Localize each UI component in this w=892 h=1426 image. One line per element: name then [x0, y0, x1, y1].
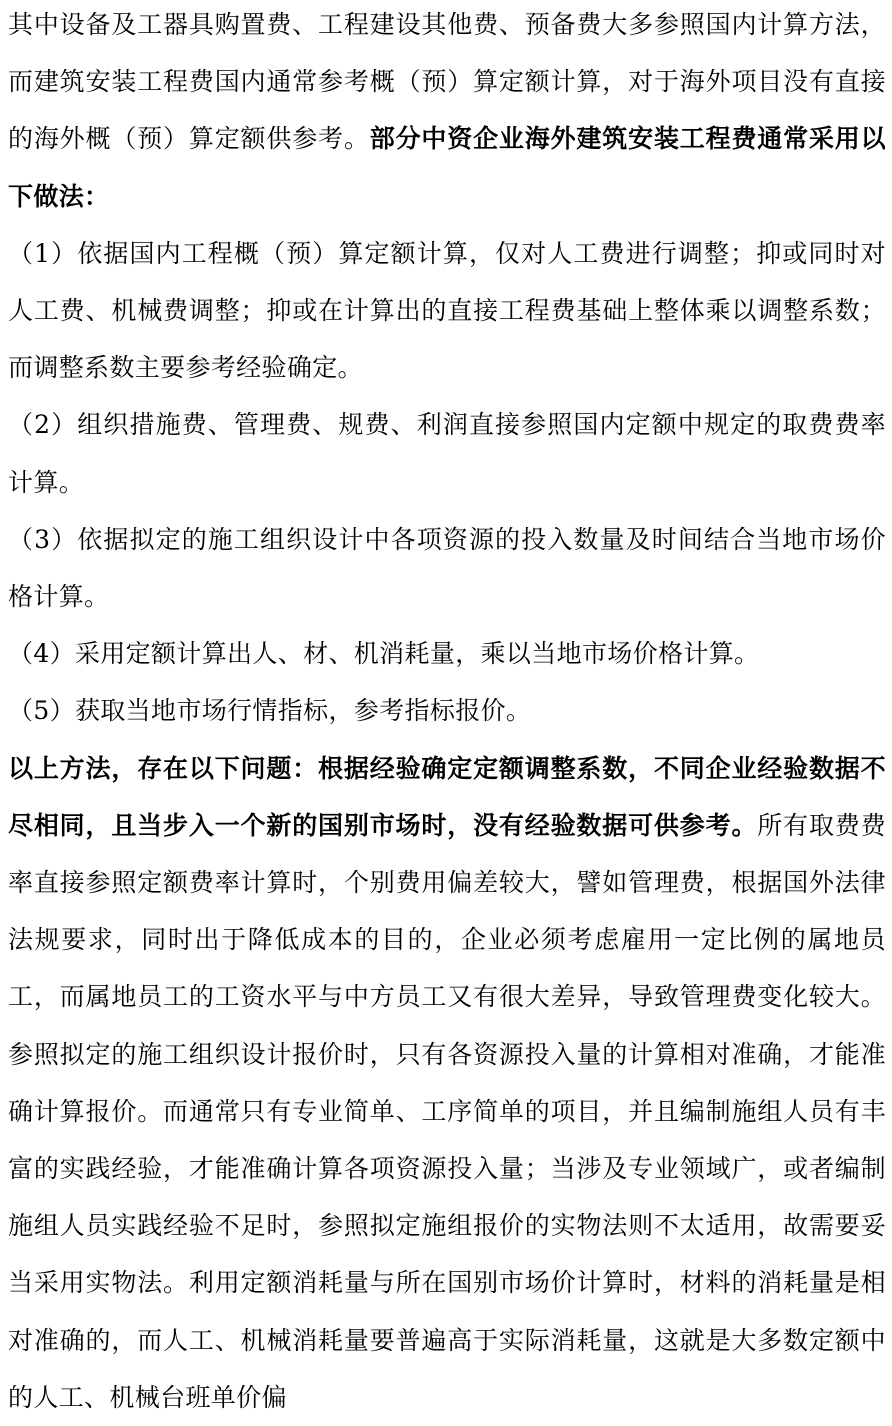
problems-text: 所有取费费率直接参照定额费率计算时，个别费用偏差较大，譬如管理费，根据国外法律法规要求，同时出于降低成本的目的，企业必须考虑雇用一定比例的属地员工，而属地员工的工资水平与中方员工又有很大差异，导致管理费变化较大。参照拟定的施工组织设计报价时，只有各资源投入量的计算相对准确，才能准确计算报价。而通常只有专业简单、工序简单的项目，并且编制施组人员有丰富的实践经验，才能准确计算各项资源投入量；当涉及专业领域广，或者编制施组人员实践经验不足时，参照拟定施组报价的实物法则不太适用，故需要妥当采用实物法。利用定额消耗量与所在国别市场价计算时，材料的消耗量是相对准确的，而人工、机械消耗量要普遍高于实际消耗量，这就是大多数定额中的人工、机械台班单价偏 — [8, 810, 886, 1412]
intro-text: 其中设备及工器具购置费、工程建设其他费、预备费大多参照国内计算方法，而建筑安装工程费国内通常参考概（预）算定额计算，对于海外项目没有直接的海外概（预）算定额供参考。 — [8, 10, 886, 154]
list-item-4: （4）采用定额计算出人、材、机消耗量，乘以当地市场价格计算。 — [8, 639, 760, 669]
list-item-1: （1）依据国内工程概（预）算定额计算，仅对人工费进行调整；抑或同时对人工费、机械费调整；抑或在计算出的直接工程费基础上整体乘以调整系数；而调整系数主要参考经验确定。 — [8, 238, 886, 383]
list-item-3: （3）依据拟定的施工组织设计中各项资源的投入数量及时间结合当地市场价格计算。 — [8, 524, 886, 612]
problems-bold-text: 以上方法，存在以下问题：根据经验确定定额调整系数，不同企业经验数据不尽相同，且当步入一个新的国别市场时，没有经验数据可供参考。 — [8, 753, 886, 840]
problems-paragraph — [8, 740, 886, 1426]
list-item-2: （2）组织措施费、管理费、规费、利润直接参照国内定额中规定的取费费率计算。 — [8, 410, 886, 497]
intro-bold-text: 部分中资企业海外建筑安装工程费通常采用以下做法： — [8, 124, 886, 211]
intro-paragraph — [8, 0, 886, 225]
list-item-5: （5）获取当地市场行情指标，参考指标报价。 — [8, 696, 532, 726]
